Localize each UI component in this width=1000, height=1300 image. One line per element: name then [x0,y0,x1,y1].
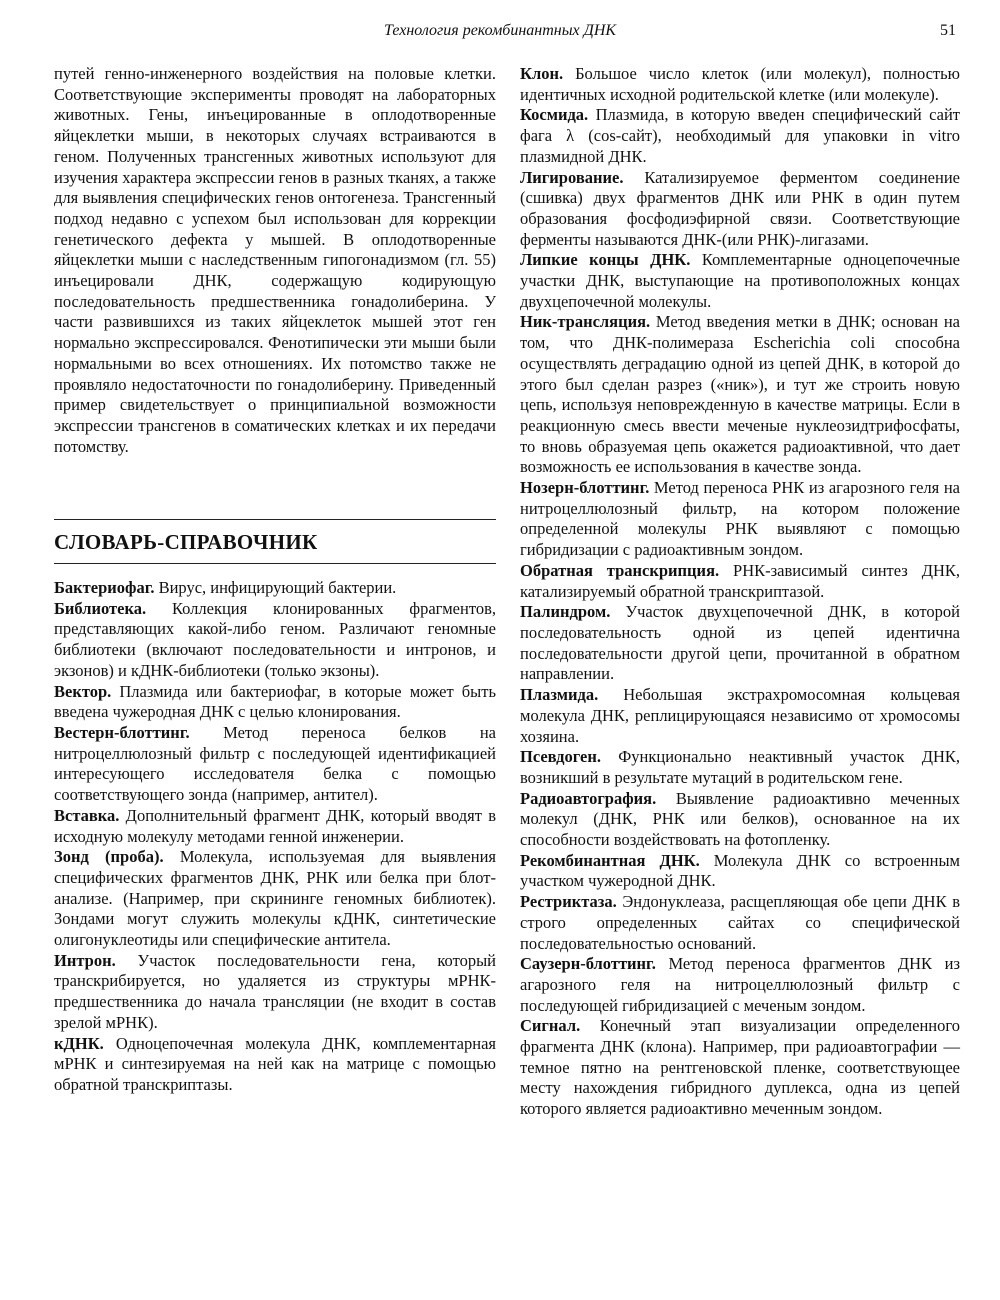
glossary-entry [520,851,960,892]
glossary-entry [520,954,960,1016]
glossary-definition: Конечный этап визуализации определенного фрагмента ДНК (клона). Например, при радиоавтографии — темное пятно на рентгеновской пленке, соответствующее месту нахождения гибридного дуплекса, одна из цепей которого является радиоактивно меченным зондом. [520,1016,960,1119]
intro-paragraph: путей генно-инженерного воздействия на половые клетки. Соответствующие эксперименты проводят на лабораторных животных. Гены, инъецированные в оплодотворенные яйцеклетки мыши, в некоторых случаях встраиваются в геном. Полученных трансгенных животных используют для изучения характера экспрессии генов в разных тканях, а также для выявления специфических генов онтогенеза. Трансгенный подход недавно с успехом был использован для коррекции генетического дефекта у мышей. В оплодотворенные яйцеклетки мыши с наследственным гипогонадизмом (гл. 55) инъецировали ДНК, содержащую кодирующую последовательность предшественника гонадолиберина. У части развившихся из таких яйцеклеток мышей этот ген нормально экспрессировался. Фенотипически эти мыши были нормальными во всех отношениях. Их потомство также не проявляло недостаточности по гонадолиберину. Приведенный пример свидетельствует о принципиальной возможности экспрессии трансгенов в соматических клетках и их передачи потомству. [54,64,496,456]
glossary-term: Клон. [520,64,564,83]
glossary-entry [54,806,496,847]
glossary-definition: Выявление радиоактивно меченных молекул (ДНК, РНК или белков), основанное на их способности воздействовать на фотопленку. [520,788,960,850]
glossary-term: Ник-трансляция. [520,312,651,332]
glossary-term: Палиндром. [520,602,611,622]
glossary-term: Псевдоген. [520,747,602,767]
glossary-definition: Вирус, инфицирующий бактерии. [154,578,397,598]
glossary-definition: РНК-зависимый синтез ДНК, катализируемый обратной транскриптазой. [520,560,960,601]
glossary-term: Зонд (проба). [54,847,164,867]
glossary-definition: Функционально неактивный участок ДНК, возникший в результате мутаций в родительском гене. [520,747,960,787]
glossary-term: Саузерн-блоттинг. [520,954,656,974]
glossary-term: Нозерн-блоттинг. [520,478,650,498]
glossary-entry [54,951,496,1034]
glossary-term: Бактериофаг. [54,578,155,598]
glossary-term: Вставка. [54,805,120,825]
glossary-entry [520,64,960,105]
glossary-entry [520,1016,960,1120]
glossary-right [520,64,960,1120]
glossary-entry [520,747,960,788]
glossary-definition: Дополнительный фрагмент ДНК, который вводят в исходную молекулу методами генной инженерии. [54,805,496,846]
glossary-entry [54,723,496,806]
glossary-term: Рекомбинантная ДНК. [520,850,700,870]
glossary-term: Рестриктаза. [520,892,617,912]
glossary-definition: Метод переноса РНК из агарозного геля на нитроцеллюлозный фильтр, на котором положение определенной молекулы РНК выявляют с помощью гибридизации с радиоактивным зондом. [520,478,960,560]
glossary-definition: Плазмида или бактериофаг, в которые может быть введена чужеродная ДНК с целью клонирования. [54,681,496,722]
glossary-entry [520,168,960,251]
glossary-term: Радиоавтография. [520,788,657,808]
glossary-definition: Эндонуклеаза, расщепляющая обе цепи ДНК в строго определенных сайтах со специфической последовательностью оснований. [520,892,960,953]
section-rule-bottom [54,563,496,564]
glossary-term: Обратная транскрипция. [520,560,720,580]
glossary-entry [54,847,496,951]
running-head [0,22,1000,46]
glossary-definition: Молекула, используемая для выявления специфических фрагментов ДНК, РНК или белка при блот-анализе. (Например, при скрининге геномных библиотек). Зондами могут служить молекулы кДНК, синтетические олигонуклеотиды или специфические антитела. [54,847,496,950]
glossary-term: Вектор. [54,681,112,701]
glossary-entry [520,312,960,478]
glossary-definition: Метод переноса фрагментов ДНК из агарозного геля на нитроцеллюлозный фильтр с последующей гибридизацией с меченым зондом. [520,954,960,1015]
glossary-term: Библиотека. [54,598,147,618]
section-rule-top [54,519,496,520]
glossary-entry [54,1034,496,1096]
glossary-entry [520,105,960,167]
glossary-entry [520,789,960,851]
section-title: СЛОВАРЬ-СПРАВОЧНИК [54,530,318,555]
glossary-entry [520,892,960,954]
glossary-definition: Комплементарные одноцепочечные участки ДНК, выступающие на противоположных концах двухцепочечной молекулы. [520,250,960,311]
glossary-entry [54,682,496,723]
glossary-term: Вестерн-блоттинг. [54,722,190,742]
glossary-definition: Коллекция клонированных фрагментов, представляющих какой-либо геном. Различают геномные библиотеки (включают последовательности и интронов, и экзонов) и кДНК-библиотеки (только экзоны). [54,598,496,680]
glossary-definition: Участок последовательности гена, который транскрибируется, но удаляется из структуры мРНК-предшественника до начала трансляции (не входит в состав зрелой мРНК). [54,950,496,1032]
glossary-definition: Участок двухцепочечной ДНК, в которой последовательность одной из цепей идентична последовательности другой цепи, прочитанной в обратном направлении. [520,602,960,684]
glossary-entry [54,599,496,682]
glossary-term: Липкие концы ДНК. [520,250,691,270]
glossary-term: Интрон. [54,950,116,970]
glossary-definition: Молекула ДНК со встроенным участком чужеродной ДНК. [520,850,960,891]
right-column [520,64,960,1120]
page-number: 51 [940,22,956,39]
glossary-term: Плазмида. [520,685,599,705]
glossary-entry [520,561,960,602]
left-column [54,64,496,1096]
glossary-definition: Большое число клеток (или молекул), полностью идентичных исходной родительской клетке (или молекуле). [520,64,960,104]
glossary-definition: Одноцепочечная молекула ДНК, комплементарная мРНК и синтезируемая на ней как на матрице с помощью обратной транскриптазы. [54,1033,496,1094]
glossary-definition: Катализируемое ферментом соединение (сшивка) двух фрагментов ДНК или РНК в один путем образования фосфодиэфирной связи. Соответствующие ферменты называются ДНК-(или РНК)-лигазами. [520,167,960,249]
glossary-term: кДНК. [54,1033,104,1053]
glossary-term: Лигирование. [520,167,624,187]
glossary-entry [520,478,960,561]
glossary-entry [54,578,496,599]
glossary-term: Космида. [520,105,589,125]
glossary-term: Сигнал. [520,1016,581,1036]
glossary-definition: Метод введения метки в ДНК; основан на том, что ДНК-полимераза Escherichia coli способна осуществлять деградацию одной из цепей ДНК, в которой до этого был сделан разрез («ник»), и тут же строить новую цепь, используя неповрежденную в качестве матрицы. Если в реакционную смесь ввести меченые нуклеозидтрифосфаты, то вновь образуемая цепь окажется радиоактивной, что дает возможность ее использования в качестве зонда. [520,312,960,477]
glossary-entry [520,250,960,312]
glossary-entry [520,602,960,685]
glossary-entry [520,685,960,747]
glossary-left [54,578,496,1096]
glossary-definition: Небольшая экстрахромосомная кольцевая молекула ДНК, реплицирующаяся независимо от хромосомы хозяина. [520,685,960,746]
glossary-definition: Плазмида, в которую введен специфический сайт фага λ (cos-сайт), необходимый для упаковки in vitro плазмидной ДНК. [520,105,960,166]
running-title: Технология рекомбинантных ДНК [384,22,616,39]
glossary-definition: Метод переноса белков на нитроцеллюлозный фильтр с последующей идентификацией интересующего исследователя белка с помощью соответствующего зонда (например, антител). [54,722,496,805]
